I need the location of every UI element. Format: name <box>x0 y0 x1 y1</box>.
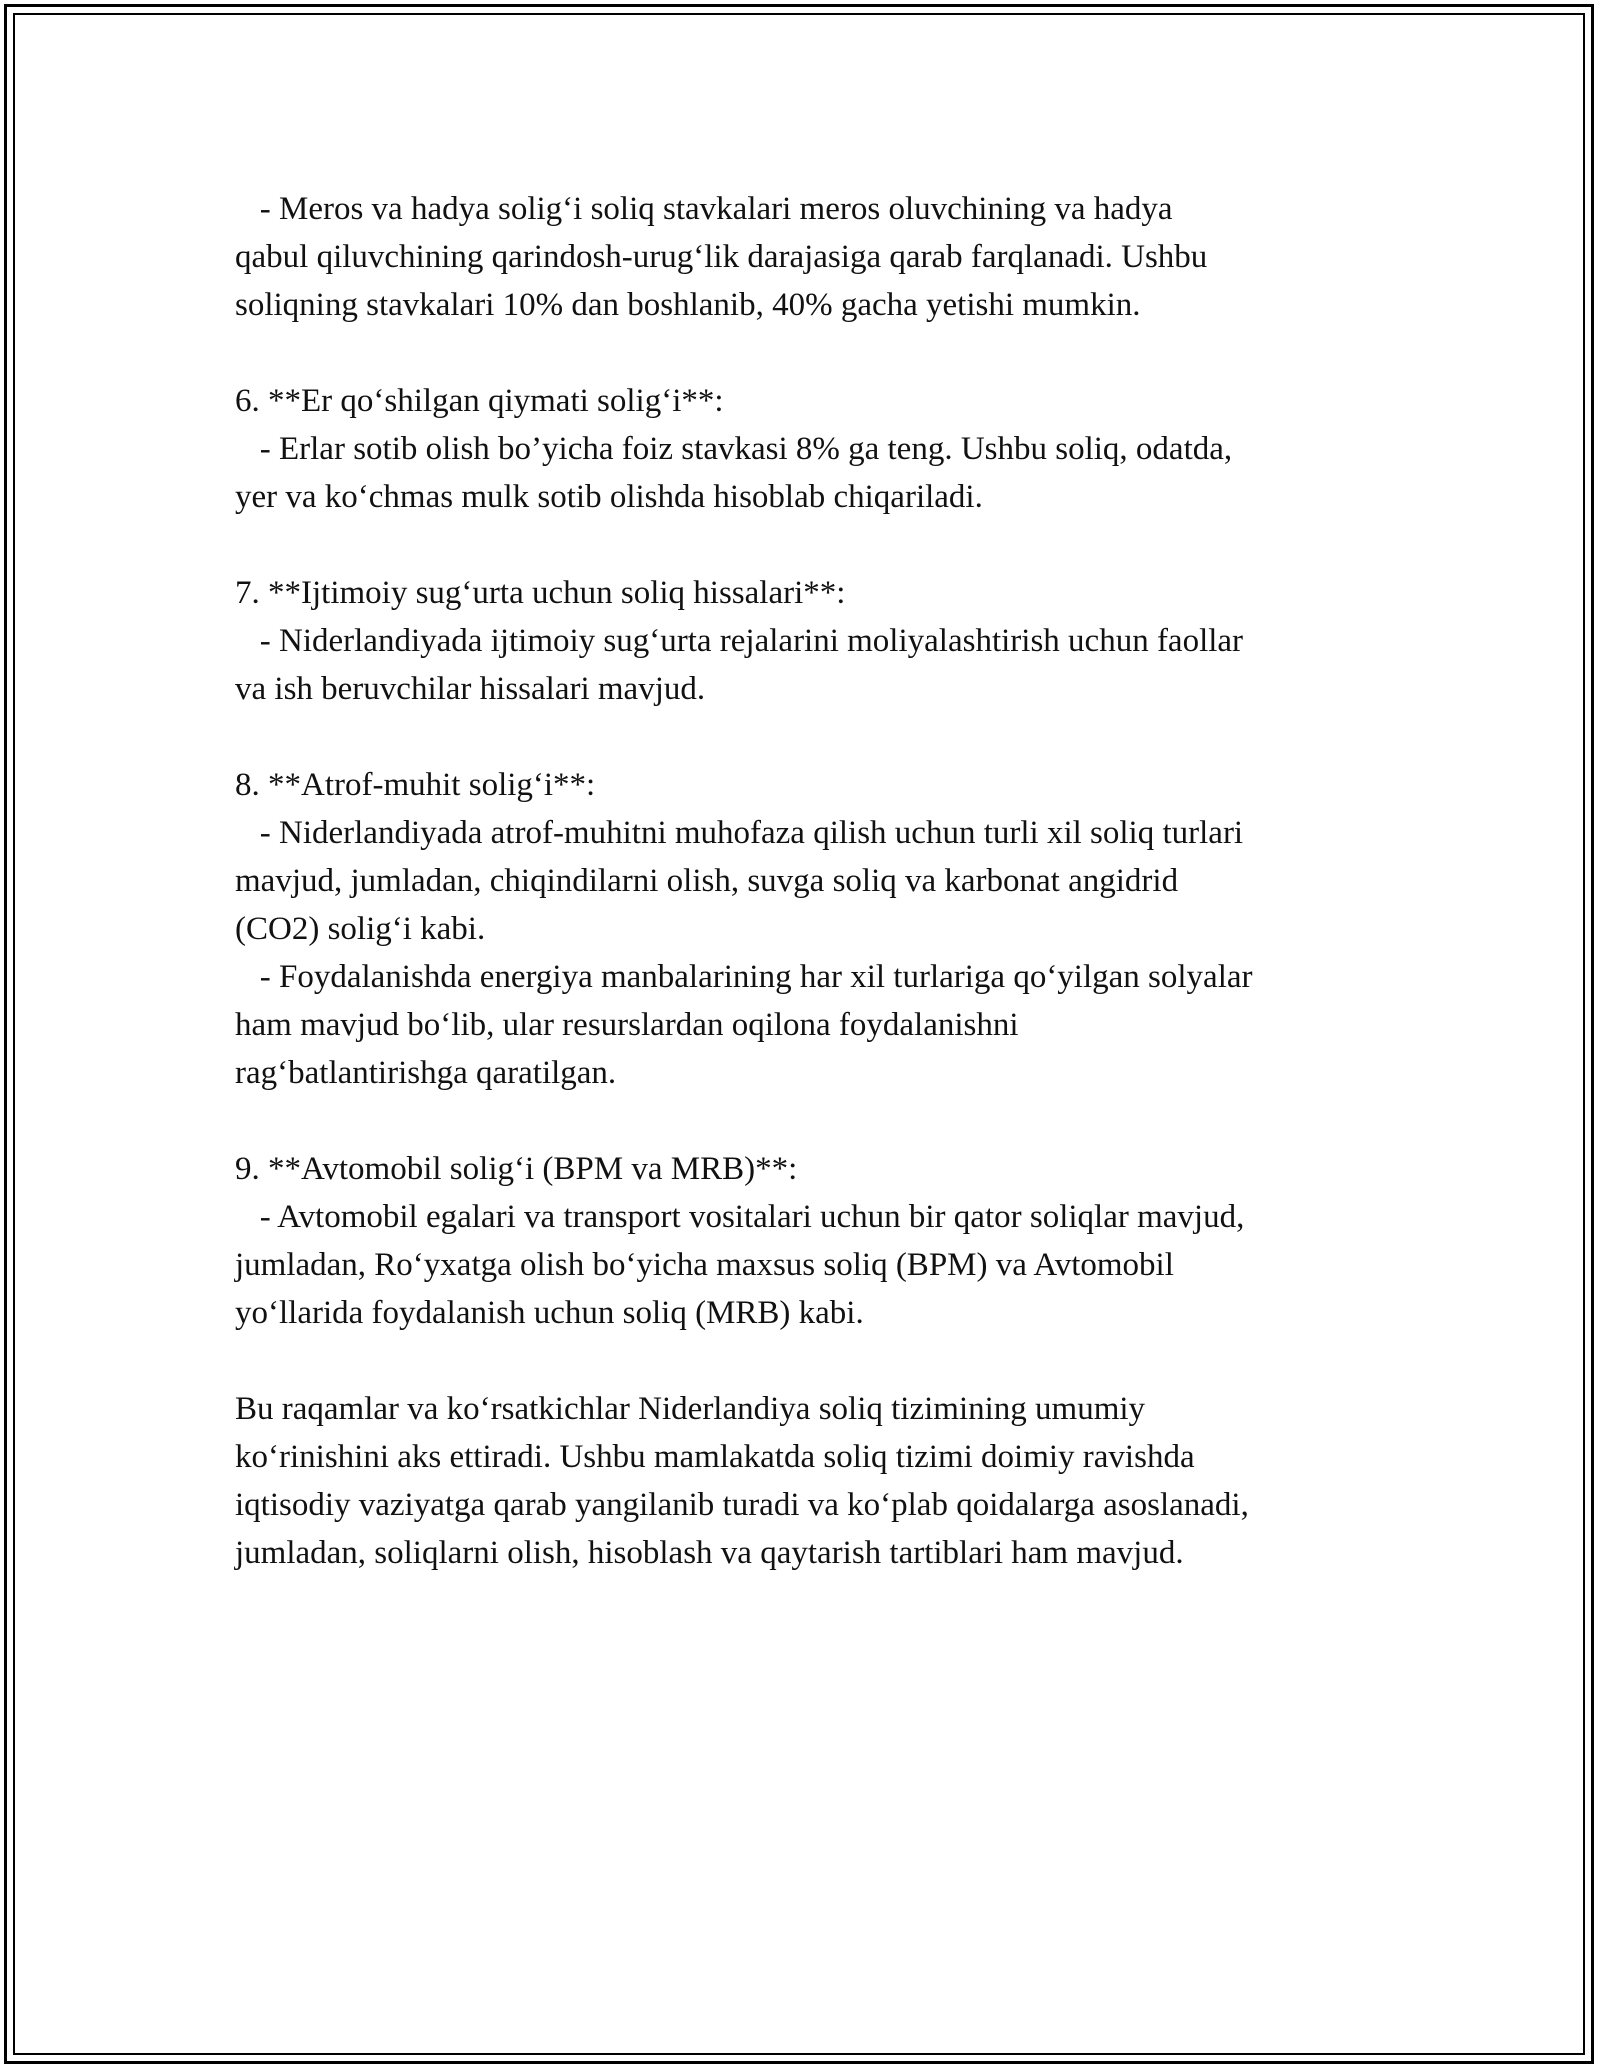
text-line: mavjud, jumladan, chiqindilarni olish, suvga soliq va karbonat angidrid <box>235 863 1179 899</box>
section-heading: 8. **Atrof-muhit solig‘i**: <box>235 767 596 803</box>
text-line: ham mavjud bo‘lib, ular resurslardan oqilona foydalanishni <box>235 1007 1019 1043</box>
text-line: jumladan, Ro‘yxatga olish bo‘yicha maxsus soliq (BPM) va Avtomobil <box>235 1247 1174 1283</box>
text-line: Bu raqamlar va ko‘rsatkichlar Niderlandiya soliq tizimining umumiy <box>235 1391 1146 1427</box>
paragraph-inheritance-tax <box>235 185 1385 329</box>
section-land-tax <box>235 377 1385 521</box>
section-social-insurance <box>235 569 1385 713</box>
section-vehicle-tax <box>235 1145 1385 1337</box>
text-line: ko‘rinishini aks ettiradi. Ushbu mamlakatda soliq tizimi doimiy ravishda <box>235 1439 1195 1475</box>
section-heading: 9. **Avtomobil solig‘i (BPM va MRB)**: <box>235 1151 798 1187</box>
paragraph-gap <box>235 521 1385 569</box>
paragraph-gap <box>235 329 1385 377</box>
text-line: - Niderlandiyada ijtimoiy sug‘urta rejalarini moliyalashtirish uchun faollar <box>235 623 1244 659</box>
text-line: - Avtomobil egalari va transport vositalari uchun bir qator soliqlar mavjud, <box>235 1199 1245 1235</box>
text-line: - Erlar sotib olish bo’yicha foiz stavkasi 8% ga teng. Ushbu soliq, odatda, <box>235 431 1233 467</box>
text-line: - Niderlandiyada atrof-muhitni muhofaza qilish uchun turli xil soliq turlari <box>235 815 1244 851</box>
text-line: - Foydalanishda energiya manbalarining har xil turlariga qo‘yilgan solyalar <box>235 959 1253 995</box>
text-line: iqtisodiy vaziyatga qarab yangilanib turadi va ko‘plab qoidalarga asoslanadi, <box>235 1487 1249 1523</box>
paragraph-gap <box>235 713 1385 761</box>
text-line: - Meros va hadya solig‘i soliq stavkalari meros oluvchining va hadya <box>235 191 1173 227</box>
text-line: va ish beruvchilar hissalari mavjud. <box>235 671 706 707</box>
text-line: jumladan, soliqlarni olish, hisoblash va qaytarish tartiblari ham mavjud. <box>235 1535 1184 1571</box>
text-line: yer va ko‘chmas mulk sotib olishda hisoblab chiqariladi. <box>235 479 983 515</box>
text-line: (CO2) solig‘i kabi. <box>235 911 486 947</box>
section-environmental-tax <box>235 761 1385 1097</box>
text-line: soliqning stavkalari 10% dan boshlanib, 40% gacha yetishi mumkin. <box>235 287 1141 323</box>
section-heading: 7. **Ijtimoiy sug‘urta uchun soliq hissalari**: <box>235 575 846 611</box>
paragraph-gap <box>235 1097 1385 1145</box>
document-body <box>235 185 1385 1577</box>
text-line: qabul qiluvchining qarindosh-urug‘lik darajasiga qarab farqlanadi. Ushbu <box>235 239 1208 275</box>
text-line: rag‘batlantirishga qaratilgan. <box>235 1055 617 1091</box>
paragraph-conclusion <box>235 1385 1385 1577</box>
text-line: yo‘llarida foydalanish uchun soliq (MRB) kabi. <box>235 1295 864 1331</box>
section-heading: 6. **Er qo‘shilgan qiymati solig‘i**: <box>235 383 724 419</box>
paragraph-gap <box>235 1337 1385 1385</box>
